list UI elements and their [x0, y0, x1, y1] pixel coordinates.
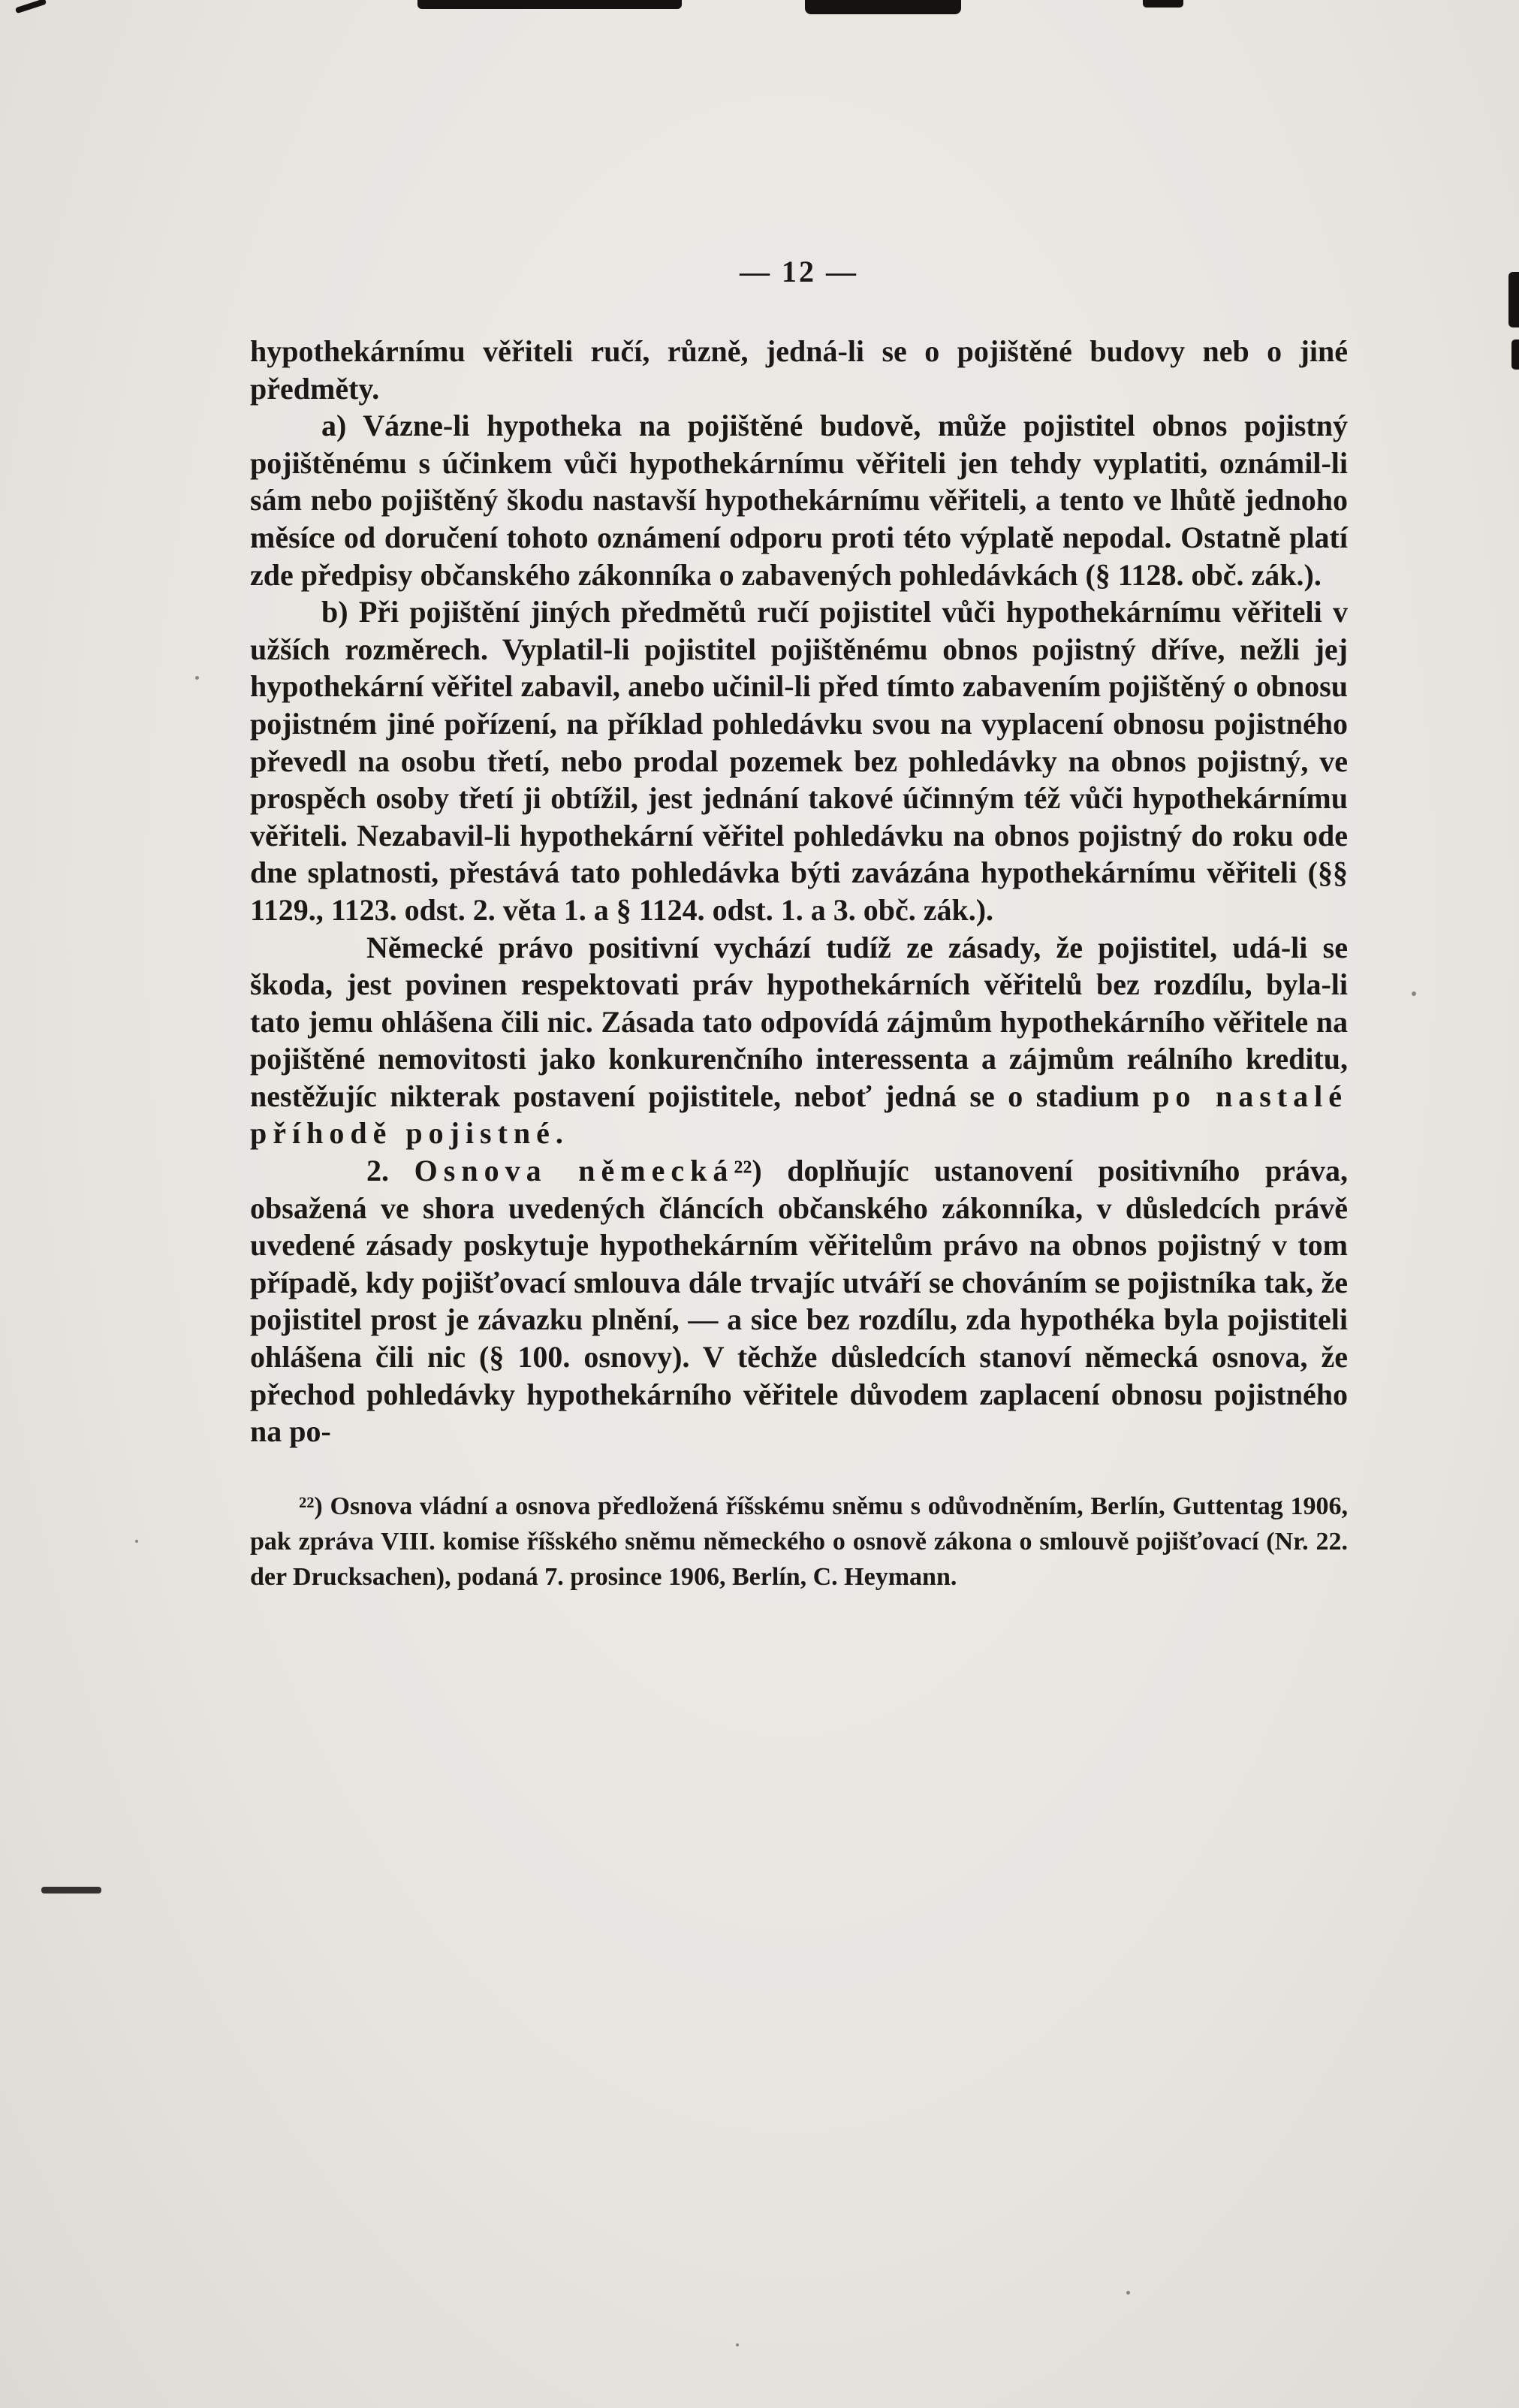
ink-speck [1412, 991, 1416, 996]
ink-speck [135, 1540, 138, 1543]
paragraph [250, 929, 1348, 1153]
footnote [250, 1489, 1348, 1595]
page-number: — 12 — [740, 255, 858, 288]
scan-artifact [417, 0, 682, 9]
text-segment: ²²) doplňujíc ustanovení positivního práva, obsažená ve shora uvedených článcích občanského zákonníka, v důsledcích právě uvedené zásady poskytuje hypothekárním věřitelům právo na obnos pojistný v tom případě, kdy pojišťovací smlouva dále trvajíc utváří se chováním se pojistníka tak, že pojistitel prost je závazku plnění, — a sice bez rozdílu, zda hypothéka byla pojistiteli ohlášena čili nic (§ 100. osnovy). V těchže důsledcích stanoví německá osnova, že přechod pohledávky hypothekárního věřitele důvodem zaplacení obnosu pojistného na po- [250, 1154, 1349, 1449]
scan-artifact [1143, 0, 1183, 8]
paragraph [250, 407, 1348, 593]
footnote-text: ²²) Osnova vládní a osnova předložená říšskému sněmu s odůvodněním, Berlín, Guttentag 1906, pak zpráva VIII. komise říšského sněmu německého o osnově zákona o smlouvě pojišťovací (Nr. 22. der Drucksachen), podaná 7. prosince 1906, Berlín, C. Heymann. [250, 1492, 1348, 1591]
paragraph [250, 1152, 1348, 1450]
text-segment: Německé právo positivní vychází tudíž ze zásady, že pojistitel, udá-li se škoda, jest povinen respektovati práv hypothekárních věřitelů bez rozdílu, byla-li tato jemu ohlášena čili nic. Zásada tato odpovídá zájmům hypothekárního věřitele na pojištěné nemovitosti jako konkurenčního interessenta a zájmům reálního kreditu, nestěžujíc nikterak postavení pojistitele, neboť jedná se o stadium [250, 930, 1348, 1113]
page-content [250, 254, 1348, 1621]
scan-artifact [41, 1887, 101, 1894]
ink-speck [195, 676, 199, 680]
ink-speck [736, 2343, 739, 2346]
text-segment: 2. [366, 1154, 414, 1188]
scan-artifact [805, 0, 961, 14]
emphasized-text: Osnova německá [414, 1154, 734, 1188]
text-segment: b) Při pojištění jiných předmětů ručí pojistitel vůči hypothekárnímu věřiteli v užších rozměrech. Vyplatil-li pojistitel pojištěnému obnos pojistný dříve, nežli jej hypothekární věřitel zabavil, anebo učinil-li před tímto zabavením pojištěný o obnosu pojistném jiné pořízení, na příklad pohledávku svou na vyplacení obnosu pojistného převedl na osobu třetí, nebo prodal pozemek bez pohledávky na obnos pojistný, ve prospěch osoby třetí ji obtížil, jest jednání takové účinným též vůči hypothekárnímu věřiteli. Nezabavil-li hypothekární věřitel pohledávku na obnos pojistný do roku ode dne splatnosti, přestává tato pohledávka býti zavázána hypothekárnímu věřiteli (§§ 1129., 1123. odst. 2. věta 1. a § 1124. odst. 1. a 3. obč. zák.). [250, 595, 1348, 927]
scan-artifact [15, 0, 47, 14]
paragraph [250, 333, 1348, 407]
text-segment: hypothekárnímu věřiteli ručí, různě, jedná-li se o pojištěné budovy neb o jiné předměty. [250, 334, 1348, 406]
body-text [250, 333, 1348, 1450]
scan-artifact [1511, 339, 1519, 370]
paragraph [250, 593, 1348, 928]
text-segment: a) Vázne-li hypotheka na pojištěné budově, může pojistitel obnos pojistný pojištěnému s účinkem vůči hypothekárnímu věřiteli jen tehdy vyplatiti, oznámil-li sám nebo pojištěný škodu nastavší hypothekárnímu věřiteli, a tento ve lhůtě jednoho měsíce od doručení tohoto oznámení odporu proti této výplatě nepodal. Ostatně platí zde předpisy občanského zákonníka o zabavených pohledávkách (§ 1128. obč. zák.). [250, 409, 1348, 592]
scan-artifact [1508, 272, 1519, 327]
emphasized-text: po nastalé příhodě pojistné. [250, 1079, 1348, 1151]
ink-speck [1126, 2291, 1130, 2295]
